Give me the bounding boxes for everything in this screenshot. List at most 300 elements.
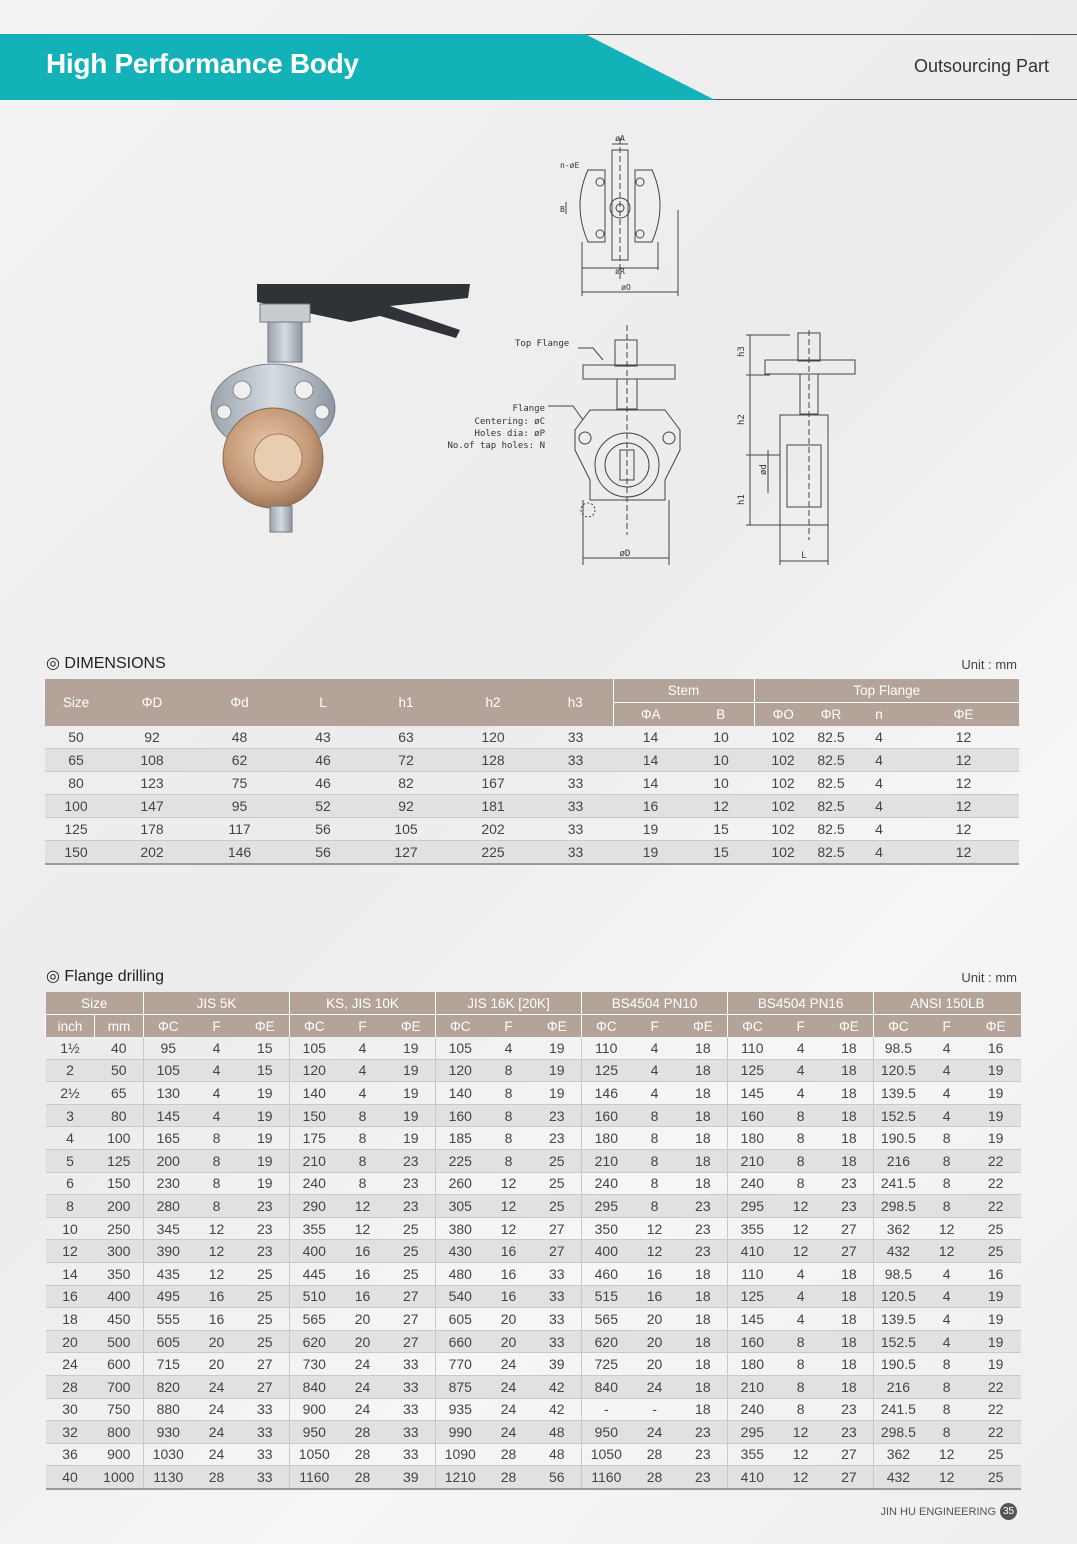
table-cell: 460 xyxy=(582,1262,631,1285)
table-cell: 295 xyxy=(582,1195,631,1218)
table-cell: 19 xyxy=(971,1330,1021,1353)
table-cell: 400 xyxy=(95,1285,144,1308)
table-cell: 565 xyxy=(582,1308,631,1331)
side-view-drawing xyxy=(730,325,860,570)
table-cell: 305 xyxy=(436,1195,485,1218)
table-cell: 280 xyxy=(144,1195,193,1218)
table-cell: 33 xyxy=(387,1375,436,1398)
table-cell: 23 xyxy=(387,1195,436,1218)
table-cell: 23 xyxy=(825,1398,874,1421)
table-cell: 102 xyxy=(754,726,812,749)
group-top-flange: Top Flange xyxy=(754,679,1019,703)
table-cell: 19 xyxy=(387,1037,436,1059)
label-l: L xyxy=(801,551,807,561)
table-cell: 100 xyxy=(95,1127,144,1150)
table-cell: 4 xyxy=(850,841,908,865)
table-cell: 33 xyxy=(533,1308,582,1331)
table-cell: 12 xyxy=(923,1240,971,1263)
table-cell: 36 xyxy=(46,1443,95,1466)
table-cell: 8 xyxy=(193,1149,241,1172)
table-cell: 12 xyxy=(688,795,754,818)
table-cell: 23 xyxy=(679,1443,728,1466)
table-cell: 19 xyxy=(971,1104,1021,1127)
table-cell: 167 xyxy=(448,772,538,795)
table-cell: 260 xyxy=(436,1172,485,1195)
table-cell: 25 xyxy=(533,1195,582,1218)
table-cell: 715 xyxy=(144,1353,193,1376)
flange-subheader: ΦE xyxy=(825,1015,874,1038)
table-cell: 16 xyxy=(46,1285,95,1308)
table-cell: 95 xyxy=(197,795,282,818)
table-cell: 12 xyxy=(193,1262,241,1285)
table-cell: 152.5 xyxy=(874,1330,923,1353)
flange-subheader: mm xyxy=(95,1015,144,1038)
table-cell: 5 xyxy=(46,1149,95,1172)
table-cell: 33 xyxy=(538,841,613,865)
table-cell: 123 xyxy=(107,772,197,795)
table-cell: 19 xyxy=(533,1037,582,1059)
table-cell: 8 xyxy=(485,1149,533,1172)
table-cell: 22 xyxy=(971,1398,1021,1421)
table-cell: 128 xyxy=(448,749,538,772)
table-cell: 18 xyxy=(825,1353,874,1376)
table-cell: 355 xyxy=(728,1443,777,1466)
table-row xyxy=(46,1104,1021,1127)
table-cell: 10 xyxy=(688,749,754,772)
table-cell: 95 xyxy=(144,1037,193,1059)
table-cell: 23 xyxy=(679,1466,728,1489)
table-cell: 840 xyxy=(290,1375,339,1398)
table-cell: 210 xyxy=(582,1149,631,1172)
table-cell: 28 xyxy=(193,1466,241,1489)
table-cell: 25 xyxy=(241,1262,290,1285)
table-cell: 820 xyxy=(144,1375,193,1398)
table-cell: 28 xyxy=(46,1375,95,1398)
table-row xyxy=(46,1262,1021,1285)
table-cell: 4 xyxy=(631,1059,679,1082)
table-cell: 4 xyxy=(777,1308,825,1331)
table-cell: 500 xyxy=(95,1330,144,1353)
table-cell: 225 xyxy=(448,841,538,865)
table-cell: 23 xyxy=(825,1195,874,1218)
table-cell: 92 xyxy=(364,795,448,818)
table-cell: 12 xyxy=(908,749,1019,772)
table-cell: 216 xyxy=(874,1375,923,1398)
table-cell: 25 xyxy=(241,1285,290,1308)
table-cell: 27 xyxy=(241,1375,290,1398)
table-cell: 18 xyxy=(679,1330,728,1353)
label-n-e: n-øE xyxy=(560,161,580,170)
table-cell: 8 xyxy=(339,1149,387,1172)
table-row xyxy=(46,1443,1021,1466)
table-cell: 160 xyxy=(728,1330,777,1353)
table-cell: 8 xyxy=(923,1149,971,1172)
flange-subheader: F xyxy=(339,1015,387,1038)
table-cell: 950 xyxy=(290,1421,339,1444)
table-cell: 8 xyxy=(923,1353,971,1376)
table-cell: 102 xyxy=(754,772,812,795)
table-cell: 139.5 xyxy=(874,1082,923,1105)
table-cell: 620 xyxy=(290,1330,339,1353)
table-cell: 56 xyxy=(282,818,364,841)
table-cell: 16 xyxy=(631,1262,679,1285)
table-cell: 23 xyxy=(679,1240,728,1263)
table-cell: 18 xyxy=(679,1375,728,1398)
table-row xyxy=(46,1398,1021,1421)
table-cell: 1½ xyxy=(46,1037,95,1059)
table-cell: 20 xyxy=(193,1353,241,1376)
table-cell: 27 xyxy=(825,1443,874,1466)
table-cell: 110 xyxy=(728,1262,777,1285)
table-cell: 140 xyxy=(290,1082,339,1105)
table-cell: 4 xyxy=(850,749,908,772)
table-cell: 298.5 xyxy=(874,1195,923,1218)
flange-group-header: JIS 5K xyxy=(144,992,290,1015)
table-cell: 1210 xyxy=(436,1466,485,1489)
table-cell: 1090 xyxy=(436,1443,485,1466)
flange-subheader: F xyxy=(631,1015,679,1038)
table-cell: 23 xyxy=(241,1195,290,1218)
table-cell: 42 xyxy=(533,1375,582,1398)
label-centering: Centering: øC xyxy=(474,417,545,427)
table-cell: 24 xyxy=(193,1375,241,1398)
table-cell: 14 xyxy=(46,1262,95,1285)
table-cell: - xyxy=(582,1398,631,1421)
table-cell: 298.5 xyxy=(874,1421,923,1444)
table-cell: 19 xyxy=(613,818,688,841)
table-cell: 202 xyxy=(107,841,197,865)
flange-group-header: BS4504 PN10 xyxy=(582,992,728,1015)
dimensions-unit: Unit : mm xyxy=(961,657,1017,672)
table-row xyxy=(46,1172,1021,1195)
table-cell: 6 xyxy=(46,1172,95,1195)
flange-subheader: ΦE xyxy=(241,1015,290,1038)
table-cell: 125 xyxy=(95,1149,144,1172)
table-cell: 27 xyxy=(387,1285,436,1308)
col-o: ΦO xyxy=(754,703,812,727)
table-cell: 4 xyxy=(777,1262,825,1285)
table-cell: 8 xyxy=(631,1149,679,1172)
table-cell: 23 xyxy=(533,1127,582,1150)
flange-subheader: F xyxy=(485,1015,533,1038)
table-cell: 19 xyxy=(971,1353,1021,1376)
table-cell: 4 xyxy=(923,1082,971,1105)
table-cell: 105 xyxy=(290,1037,339,1059)
table-cell: 52 xyxy=(282,795,364,818)
table-cell: 10 xyxy=(688,726,754,749)
table-cell: 63 xyxy=(364,726,448,749)
table-cell: 410 xyxy=(728,1466,777,1489)
table-cell: 12 xyxy=(777,1195,825,1218)
table-cell: 22 xyxy=(971,1195,1021,1218)
table-cell: 72 xyxy=(364,749,448,772)
table-cell: 240 xyxy=(728,1172,777,1195)
table-cell: 8 xyxy=(777,1353,825,1376)
col-e: ΦE xyxy=(908,703,1019,727)
table-cell: 125 xyxy=(582,1059,631,1082)
table-cell: 12 xyxy=(631,1217,679,1240)
table-cell: 190.5 xyxy=(874,1127,923,1150)
table-cell: 4 xyxy=(193,1082,241,1105)
table-cell: 27 xyxy=(825,1466,874,1489)
dimensions-table xyxy=(45,679,1019,865)
table-cell: 33 xyxy=(387,1443,436,1466)
table-cell: 15 xyxy=(688,841,754,865)
table-cell: 190.5 xyxy=(874,1353,923,1376)
table-row xyxy=(46,1127,1021,1150)
table-cell: 102 xyxy=(754,818,812,841)
table-cell: 82.5 xyxy=(812,772,850,795)
table-cell: 33 xyxy=(538,726,613,749)
table-cell: 20 xyxy=(46,1330,95,1353)
table-cell: 24 xyxy=(193,1398,241,1421)
table-cell: 12 xyxy=(923,1217,971,1240)
table-cell: 150 xyxy=(290,1104,339,1127)
table-cell: 18 xyxy=(825,1082,874,1105)
col-d-large: ΦD xyxy=(107,679,197,726)
table-cell: 120 xyxy=(436,1059,485,1082)
table-cell: 16 xyxy=(971,1037,1021,1059)
table-cell: 4 xyxy=(339,1037,387,1059)
table-cell: 145 xyxy=(728,1082,777,1105)
table-cell: 290 xyxy=(290,1195,339,1218)
table-cell: 40 xyxy=(46,1466,95,1489)
table-cell: 46 xyxy=(282,772,364,795)
table-cell: 25 xyxy=(387,1262,436,1285)
flange-subheader: F xyxy=(923,1015,971,1038)
table-cell: 225 xyxy=(436,1149,485,1172)
flange-group-header: JIS 16K [20K] xyxy=(436,992,582,1015)
table-cell: 18 xyxy=(825,1375,874,1398)
table-cell: 120.5 xyxy=(874,1285,923,1308)
table-cell: 990 xyxy=(436,1421,485,1444)
table-cell: 15 xyxy=(688,818,754,841)
table-cell: 900 xyxy=(95,1443,144,1466)
table-cell: 725 xyxy=(582,1353,631,1376)
table-cell: 8 xyxy=(485,1059,533,1082)
table-cell: 510 xyxy=(290,1285,339,1308)
table-cell: 410 xyxy=(728,1240,777,1263)
table-cell: 33 xyxy=(241,1398,290,1421)
table-cell: 540 xyxy=(436,1285,485,1308)
table-cell: 8 xyxy=(923,1421,971,1444)
page-number: 35 xyxy=(1000,1503,1017,1520)
col-n: n xyxy=(850,703,908,727)
label-phi-o: øO xyxy=(621,283,631,292)
table-cell: 15 xyxy=(241,1059,290,1082)
table-cell: 28 xyxy=(485,1443,533,1466)
flange-group-header: ANSI 150LB xyxy=(874,992,1021,1015)
table-cell: 12 xyxy=(631,1240,679,1263)
table-cell: 130 xyxy=(144,1082,193,1105)
table-cell: 120 xyxy=(290,1059,339,1082)
table-cell: 33 xyxy=(241,1443,290,1466)
table-cell: 4 xyxy=(193,1059,241,1082)
table-cell: 24 xyxy=(46,1353,95,1376)
table-cell: 4 xyxy=(923,1037,971,1059)
table-cell: 39 xyxy=(533,1353,582,1376)
table-cell: 12 xyxy=(908,795,1019,818)
table-cell: 660 xyxy=(436,1330,485,1353)
table-cell: 18 xyxy=(679,1285,728,1308)
table-cell: 110 xyxy=(728,1037,777,1059)
table-cell: 241.5 xyxy=(874,1172,923,1195)
table-cell: 46 xyxy=(282,749,364,772)
table-row xyxy=(46,1330,1021,1353)
table-cell: 4 xyxy=(631,1082,679,1105)
table-cell: 23 xyxy=(533,1104,582,1127)
table-cell: 16 xyxy=(631,1285,679,1308)
table-cell: 27 xyxy=(825,1217,874,1240)
table-cell: 4 xyxy=(46,1127,95,1150)
table-row xyxy=(46,1082,1021,1105)
table-cell: 620 xyxy=(582,1330,631,1353)
table-cell: 22 xyxy=(971,1149,1021,1172)
table-cell: 8 xyxy=(777,1104,825,1127)
table-cell: 33 xyxy=(538,749,613,772)
table-cell: 25 xyxy=(971,1240,1021,1263)
table-cell: 565 xyxy=(290,1308,339,1331)
table-cell: 350 xyxy=(95,1262,144,1285)
table-cell: 28 xyxy=(485,1466,533,1489)
table-cell: 8 xyxy=(193,1127,241,1150)
table-cell: 1160 xyxy=(582,1466,631,1489)
table-cell: 25 xyxy=(241,1330,290,1353)
table-cell: 8 xyxy=(485,1127,533,1150)
table-cell: 18 xyxy=(679,1104,728,1127)
table-row xyxy=(45,818,1019,841)
table-cell: 39 xyxy=(387,1466,436,1489)
table-cell: 8 xyxy=(631,1104,679,1127)
label-phi-a: øA xyxy=(615,134,625,143)
table-cell: 430 xyxy=(436,1240,485,1263)
table-cell: 20 xyxy=(631,1353,679,1376)
table-cell: 23 xyxy=(387,1172,436,1195)
table-cell: 23 xyxy=(679,1195,728,1218)
table-cell: 4 xyxy=(923,1308,971,1331)
table-cell: 4 xyxy=(193,1037,241,1059)
flange-subheader: ΦE xyxy=(679,1015,728,1038)
table-cell: 770 xyxy=(436,1353,485,1376)
table-cell: 27 xyxy=(241,1353,290,1376)
table-cell: 8 xyxy=(193,1172,241,1195)
page-subtitle: Outsourcing Part xyxy=(913,56,1049,76)
table-cell: 216 xyxy=(874,1149,923,1172)
table-cell: 27 xyxy=(825,1240,874,1263)
table-cell: 14 xyxy=(613,726,688,749)
table-cell: 390 xyxy=(144,1240,193,1263)
table-cell: 82.5 xyxy=(812,795,850,818)
table-cell: 240 xyxy=(290,1172,339,1195)
table-cell: 127 xyxy=(364,841,448,865)
table-cell: 62 xyxy=(197,749,282,772)
flange-subheader: ΦC xyxy=(582,1015,631,1038)
col-size: Size xyxy=(45,679,107,726)
flange-subheader: F xyxy=(193,1015,241,1038)
table-cell: 1050 xyxy=(582,1443,631,1466)
table-cell: 4 xyxy=(777,1285,825,1308)
table-cell: 8 xyxy=(923,1375,971,1398)
table-cell: 19 xyxy=(387,1104,436,1127)
table-cell: 80 xyxy=(45,772,107,795)
table-cell: 98.5 xyxy=(874,1037,923,1059)
flange-subheader: ΦC xyxy=(728,1015,777,1038)
table-row xyxy=(46,1466,1021,1489)
table-cell: 92 xyxy=(107,726,197,749)
table-cell: 75 xyxy=(197,772,282,795)
table-cell: 24 xyxy=(339,1353,387,1376)
table-cell: 4 xyxy=(850,795,908,818)
table-cell: 1050 xyxy=(290,1443,339,1466)
table-cell: 82.5 xyxy=(812,726,850,749)
table-cell: 98.5 xyxy=(874,1262,923,1285)
table-cell: 56 xyxy=(533,1466,582,1489)
table-cell: 185 xyxy=(436,1127,485,1150)
table-cell: 20 xyxy=(631,1330,679,1353)
table-cell: 4 xyxy=(923,1262,971,1285)
table-cell: 3 xyxy=(46,1104,95,1127)
table-cell: 4 xyxy=(850,726,908,749)
table-cell: 12 xyxy=(908,841,1019,865)
table-cell: 12 xyxy=(193,1217,241,1240)
label-b: B xyxy=(560,205,565,214)
table-cell: 4 xyxy=(850,818,908,841)
table-cell: 16 xyxy=(485,1240,533,1263)
table-cell: 19 xyxy=(387,1127,436,1150)
table-cell: 300 xyxy=(95,1240,144,1263)
table-cell: 355 xyxy=(728,1217,777,1240)
table-cell: 150 xyxy=(45,841,107,865)
table-cell: 125 xyxy=(728,1059,777,1082)
table-cell: 4 xyxy=(777,1059,825,1082)
table-cell: 1130 xyxy=(144,1466,193,1489)
table-cell: 4 xyxy=(631,1037,679,1059)
table-cell: 4 xyxy=(923,1059,971,1082)
table-cell: 8 xyxy=(339,1127,387,1150)
table-row xyxy=(45,749,1019,772)
table-cell: 24 xyxy=(631,1375,679,1398)
table-row xyxy=(46,1037,1021,1059)
flange-subheader: inch xyxy=(46,1015,95,1038)
table-cell: 40 xyxy=(95,1037,144,1059)
table-cell: 605 xyxy=(436,1308,485,1331)
table-cell: 210 xyxy=(728,1149,777,1172)
table-cell: 210 xyxy=(728,1375,777,1398)
table-cell: 600 xyxy=(95,1353,144,1376)
flange-group-header: Size xyxy=(46,992,144,1015)
table-cell: 8 xyxy=(923,1195,971,1218)
table-cell: 8 xyxy=(777,1375,825,1398)
table-cell: 18 xyxy=(679,1262,728,1285)
table-cell: 400 xyxy=(582,1240,631,1263)
table-cell: 14 xyxy=(613,749,688,772)
table-cell: 33 xyxy=(533,1262,582,1285)
table-cell: 48 xyxy=(533,1421,582,1444)
table-cell: 8 xyxy=(485,1082,533,1105)
table-cell: 50 xyxy=(45,726,107,749)
table-cell: 15 xyxy=(241,1037,290,1059)
table-cell: 19 xyxy=(387,1059,436,1082)
table-cell: 12 xyxy=(923,1443,971,1466)
table-cell: 20 xyxy=(485,1308,533,1331)
table-cell: 18 xyxy=(46,1308,95,1331)
label-flange: Flange xyxy=(512,404,545,414)
table-cell: 4 xyxy=(339,1082,387,1105)
table-row xyxy=(46,1240,1021,1263)
table-row xyxy=(46,1375,1021,1398)
table-cell: 16 xyxy=(971,1262,1021,1285)
table-cell: 180 xyxy=(728,1127,777,1150)
